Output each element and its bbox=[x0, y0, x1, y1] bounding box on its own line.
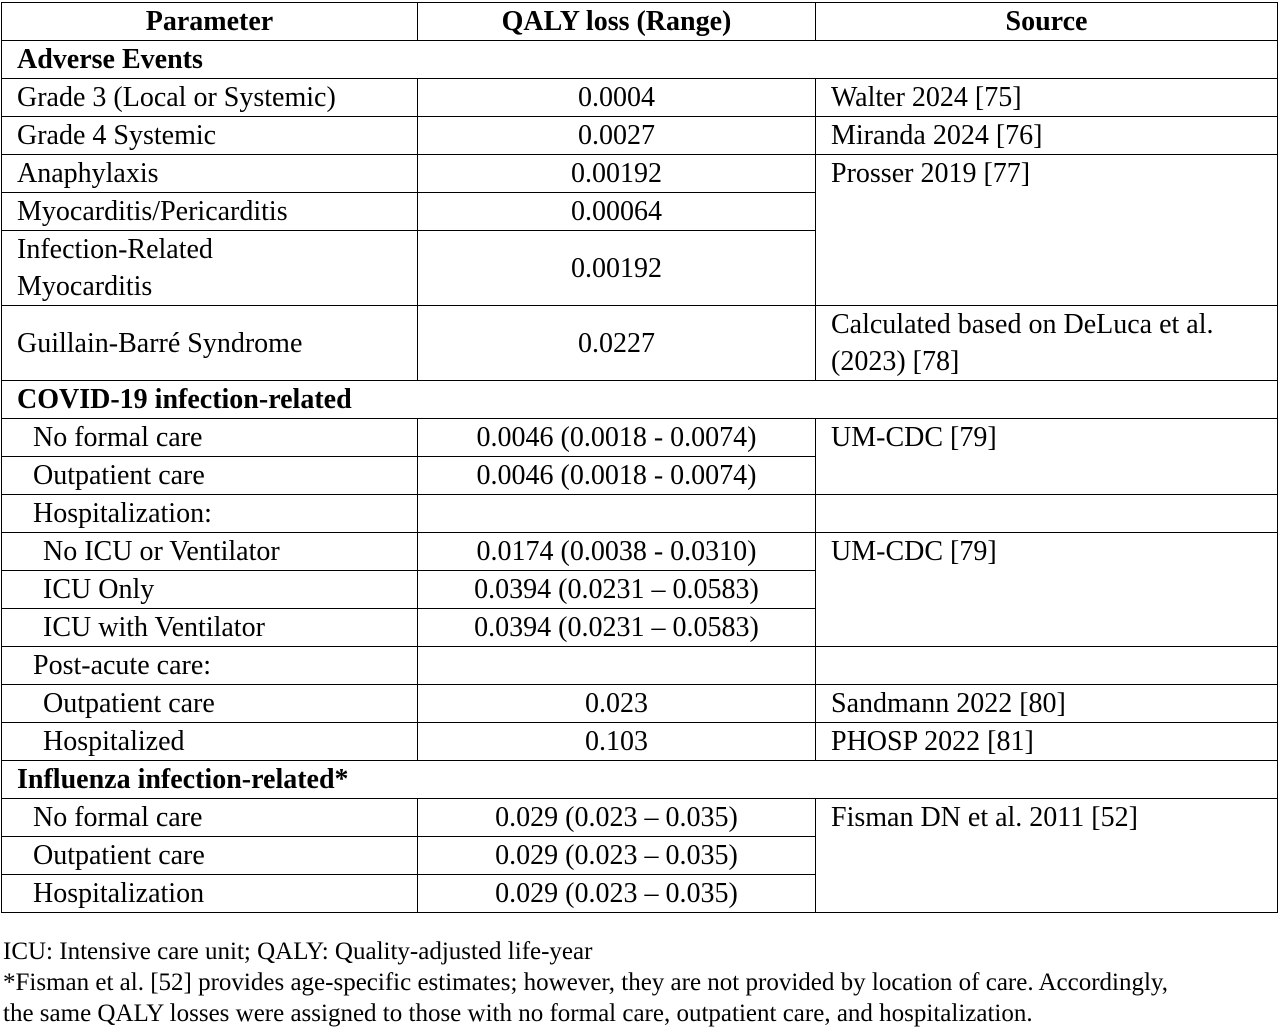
header-parameter: Parameter bbox=[2, 3, 418, 41]
value-cell: 0.0046 (0.0018 - 0.0074) bbox=[418, 419, 816, 457]
param-cell: Grade 4 Systemic bbox=[2, 117, 418, 155]
table-notes bbox=[3, 936, 1279, 1029]
value-cell: 0.0027 bbox=[418, 117, 816, 155]
value-cell: 0.0174 (0.0038 - 0.0310) bbox=[418, 533, 816, 571]
section-influenza: Influenza infection-related* bbox=[2, 761, 1278, 799]
param-cell: Hospitalization bbox=[2, 875, 418, 913]
value-cell: 0.029 (0.023 – 0.035) bbox=[418, 837, 816, 875]
value-cell: 0.029 (0.023 – 0.035) bbox=[418, 875, 816, 913]
source-cell: Calculated based on DeLuca et al. (2023) [78] bbox=[816, 306, 1278, 381]
table-row bbox=[2, 155, 1278, 193]
value-cell: 0.0394 (0.0231 – 0.0583) bbox=[418, 609, 816, 647]
table-row bbox=[2, 533, 1278, 571]
value-cell: 0.0004 bbox=[418, 79, 816, 117]
value-cell: 0.0394 (0.0231 – 0.0583) bbox=[418, 571, 816, 609]
param-cell: Outpatient care bbox=[2, 457, 418, 495]
table-row bbox=[2, 723, 1278, 761]
source-cell: Sandmann 2022 [80] bbox=[816, 685, 1278, 723]
table-row bbox=[2, 685, 1278, 723]
source-cell: UM-CDC [79] bbox=[816, 533, 1278, 647]
param-cell: Myocarditis/Pericarditis bbox=[2, 193, 418, 231]
table-row bbox=[2, 419, 1278, 457]
table-row bbox=[2, 79, 1278, 117]
source-cell bbox=[816, 647, 1278, 685]
source-cell: PHOSP 2022 [81] bbox=[816, 723, 1278, 761]
param-cell: Guillain-Barré Syndrome bbox=[2, 306, 418, 381]
source-cell: Fisman DN et al. 2011 [52] bbox=[816, 799, 1278, 913]
param-cell: Infection-Related Myocarditis bbox=[2, 231, 418, 306]
param-cell: No ICU or Ventilator bbox=[2, 533, 418, 571]
param-cell: Post-acute care: bbox=[2, 647, 418, 685]
value-cell: 0.103 bbox=[418, 723, 816, 761]
value-cell bbox=[418, 647, 816, 685]
section-adverse-events: Adverse Events bbox=[2, 41, 1278, 79]
table-row bbox=[2, 799, 1278, 837]
table-row bbox=[2, 647, 1278, 685]
param-cell: Hospitalized bbox=[2, 723, 418, 761]
section-covid: COVID-19 infection-related bbox=[2, 381, 1278, 419]
source-cell bbox=[816, 495, 1278, 533]
param-cell: ICU Only bbox=[2, 571, 418, 609]
value-cell: 0.00064 bbox=[418, 193, 816, 231]
param-cell: Hospitalization: bbox=[2, 495, 418, 533]
header-qaly-loss: QALY loss (Range) bbox=[418, 3, 816, 41]
value-cell: 0.0227 bbox=[418, 306, 816, 381]
source-cell: Walter 2024 [75] bbox=[816, 79, 1278, 117]
table-row bbox=[2, 495, 1278, 533]
param-cell: Grade 3 (Local or Systemic) bbox=[2, 79, 418, 117]
table-row bbox=[2, 117, 1278, 155]
param-cell: ICU with Ventilator bbox=[2, 609, 418, 647]
section-row bbox=[2, 41, 1278, 79]
param-cell: Outpatient care bbox=[2, 685, 418, 723]
source-cell: UM-CDC [79] bbox=[816, 419, 1278, 495]
source-cell: Prosser 2019 [77] bbox=[816, 155, 1278, 306]
value-cell: 0.00192 bbox=[418, 155, 816, 193]
footnote-line-1: *Fisman et al. [52] provides age-specific estimates; however, they are not provided by location of care. Accordingly, bbox=[3, 969, 1169, 996]
section-row bbox=[2, 761, 1278, 799]
value-cell: 0.0046 (0.0018 - 0.0074) bbox=[418, 457, 816, 495]
param-cell: No formal care bbox=[2, 419, 418, 457]
value-cell bbox=[418, 495, 816, 533]
source-cell: Miranda 2024 [76] bbox=[816, 117, 1278, 155]
qaly-loss-table bbox=[1, 2, 1278, 913]
value-cell: 0.029 (0.023 – 0.035) bbox=[418, 799, 816, 837]
header-row bbox=[2, 3, 1278, 41]
value-cell: 0.023 bbox=[418, 685, 816, 723]
abbreviations-note: ICU: Intensive care unit; QALY: Quality-adjusted life-year bbox=[3, 938, 593, 965]
footnote-line-2: the same QALY losses were assigned to those with no formal care, outpatient care, and hospitalization. bbox=[3, 1000, 1033, 1027]
param-cell: Outpatient care bbox=[2, 837, 418, 875]
table-row bbox=[2, 306, 1278, 381]
section-row bbox=[2, 381, 1278, 419]
param-cell: No formal care bbox=[2, 799, 418, 837]
header-source: Source bbox=[816, 3, 1278, 41]
param-cell: Anaphylaxis bbox=[2, 155, 418, 193]
value-cell: 0.00192 bbox=[418, 231, 816, 306]
